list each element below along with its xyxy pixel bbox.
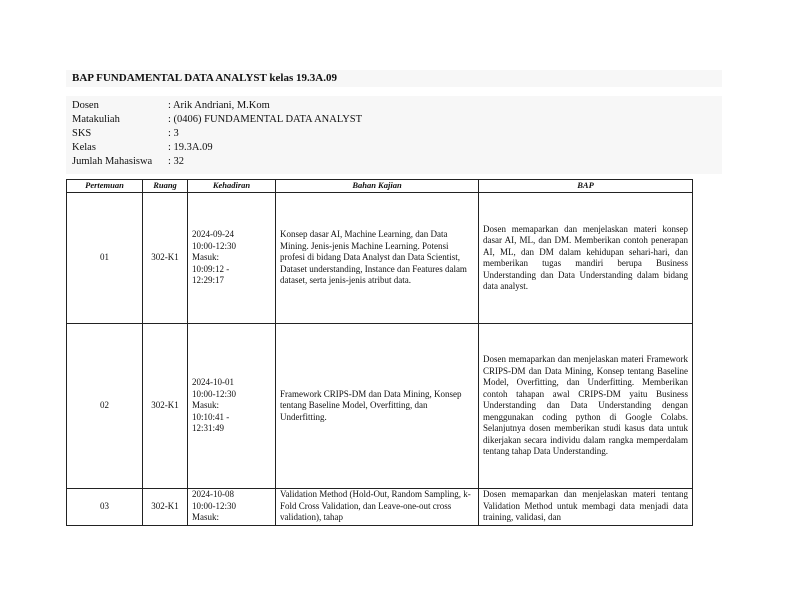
- header-bap: BAP: [479, 180, 693, 193]
- info-label: Dosen: [72, 100, 99, 111]
- table-header-row: [67, 180, 693, 193]
- kehadiran-label: Masuk:: [192, 400, 219, 411]
- pertemuan-cell: 01: [67, 193, 143, 324]
- kehadiran-label: Masuk:: [192, 512, 219, 522]
- header-kehadiran: Kehadiran: [188, 180, 276, 193]
- bap-table: [66, 179, 693, 526]
- header-ruang: Ruang: [143, 180, 188, 193]
- kehadiran-schedule: 10:00-12:30: [192, 500, 236, 511]
- pertemuan-cell: 03: [67, 489, 143, 526]
- bahan-kajian-cell: Validation Method (Hold-Out, Random Sampling, k-Fold Cross Validation, dan Leave-one-out cross validation), tahap: [276, 489, 479, 526]
- ruang-cell: 302-K1: [143, 324, 188, 489]
- kehadiran-schedule: 10:00-12:30: [192, 388, 236, 399]
- bap-cell: Dosen memaparkan dan menjelaskan materi Framework CRIPS-DM dan Data Mining, Konsep tentang Baseline Model, Overfitting, dan Underfitting. Memberikan contoh tahapan awal CRIPS-DM yaitu Business Understanding dan Data Understanding dengan menggunakan coding python di Google Colabs. Selanjutnya dosen memberikan studi kasus data untuk dikerjakan secara individu dalam rangka memperdalam tentang tahap Data Understanding.: [479, 324, 693, 489]
- info-label: Matakuliah: [72, 114, 120, 125]
- info-value: : 3: [168, 128, 179, 139]
- info-label: Jumlah Mahasiswa: [72, 156, 153, 167]
- document-title: BAP FUNDAMENTAL DATA ANALYST kelas 19.3A.09: [72, 72, 337, 84]
- bahan-kajian-cell: Framework CRIPS-DM dan Data Mining, Konsep tentang Baseline Model, Overfitting, dan Underfitting.: [276, 324, 479, 489]
- table-row: [67, 193, 693, 324]
- info-label: SKS: [72, 128, 92, 139]
- bap-cell: Dosen memaparkan dan menjelaskan materi tentang Validation Method untuk membagi data menjadi data training, validasi, dan: [479, 489, 693, 526]
- kehadiran-label: Masuk:: [192, 252, 219, 263]
- kehadiran-schedule: 10:00-12:30: [192, 240, 236, 251]
- kehadiran-in-time: 10:09:12 -: [192, 263, 230, 274]
- kehadiran-cell: [188, 489, 276, 526]
- info-row-kelas: [72, 141, 362, 155]
- kehadiran-cell: [188, 324, 276, 489]
- info-value: : 32: [168, 156, 185, 167]
- info-row-dosen: [72, 99, 362, 113]
- info-row-sks: [72, 127, 362, 141]
- kehadiran-out-time: 12:31:49: [192, 423, 225, 434]
- kehadiran-date: 2024-10-01: [192, 377, 234, 388]
- header-bahan-kajian: Bahan Kajian: [276, 180, 479, 193]
- info-row-jumlah-mahasiswa: [72, 155, 362, 169]
- info-row-matakuliah: [72, 113, 362, 127]
- course-info: [72, 99, 362, 169]
- ruang-cell: 302-K1: [143, 489, 188, 526]
- info-value: : 19.3A.09: [168, 142, 213, 153]
- info-value: : Arik Andriani, M.Kom: [168, 100, 270, 111]
- kehadiran-in-time: 10:10:41 -: [192, 411, 230, 422]
- table-row: [67, 489, 693, 526]
- info-value: : (0406) FUNDAMENTAL DATA ANALYST: [168, 114, 363, 125]
- pertemuan-cell: 02: [67, 324, 143, 489]
- kehadiran-date: 2024-10-08: [192, 489, 234, 499]
- ruang-cell: 302-K1: [143, 193, 188, 324]
- kehadiran-date: 2024-09-24: [192, 229, 234, 240]
- bahan-kajian-cell: Konsep dasar AI, Machine Learning, dan Data Mining. Jenis-jenis Machine Learning. Potensi profesi di bidang Data Analyst dan Data Scientist, Dataset understanding, Instance dan Features dalam dataset, serta jenis-jenis atribut data.: [276, 193, 479, 324]
- kehadiran-out-time: 12:29:17: [192, 275, 225, 286]
- header-pertemuan: Pertemuan: [67, 180, 143, 193]
- kehadiran-cell: [188, 193, 276, 324]
- bap-cell: Dosen memaparkan dan menjelaskan materi konsep dasar AI, ML, dan DM. Memberikan contoh penerapan AI, ML, dan DM dalam kehidupan sehari-hari, dan memberikan tugas mandiri berupa Business Understanding dan Data Understanding dalam bidang data analyst.: [479, 193, 693, 324]
- table-row: [67, 324, 693, 489]
- info-label: Kelas: [72, 142, 96, 153]
